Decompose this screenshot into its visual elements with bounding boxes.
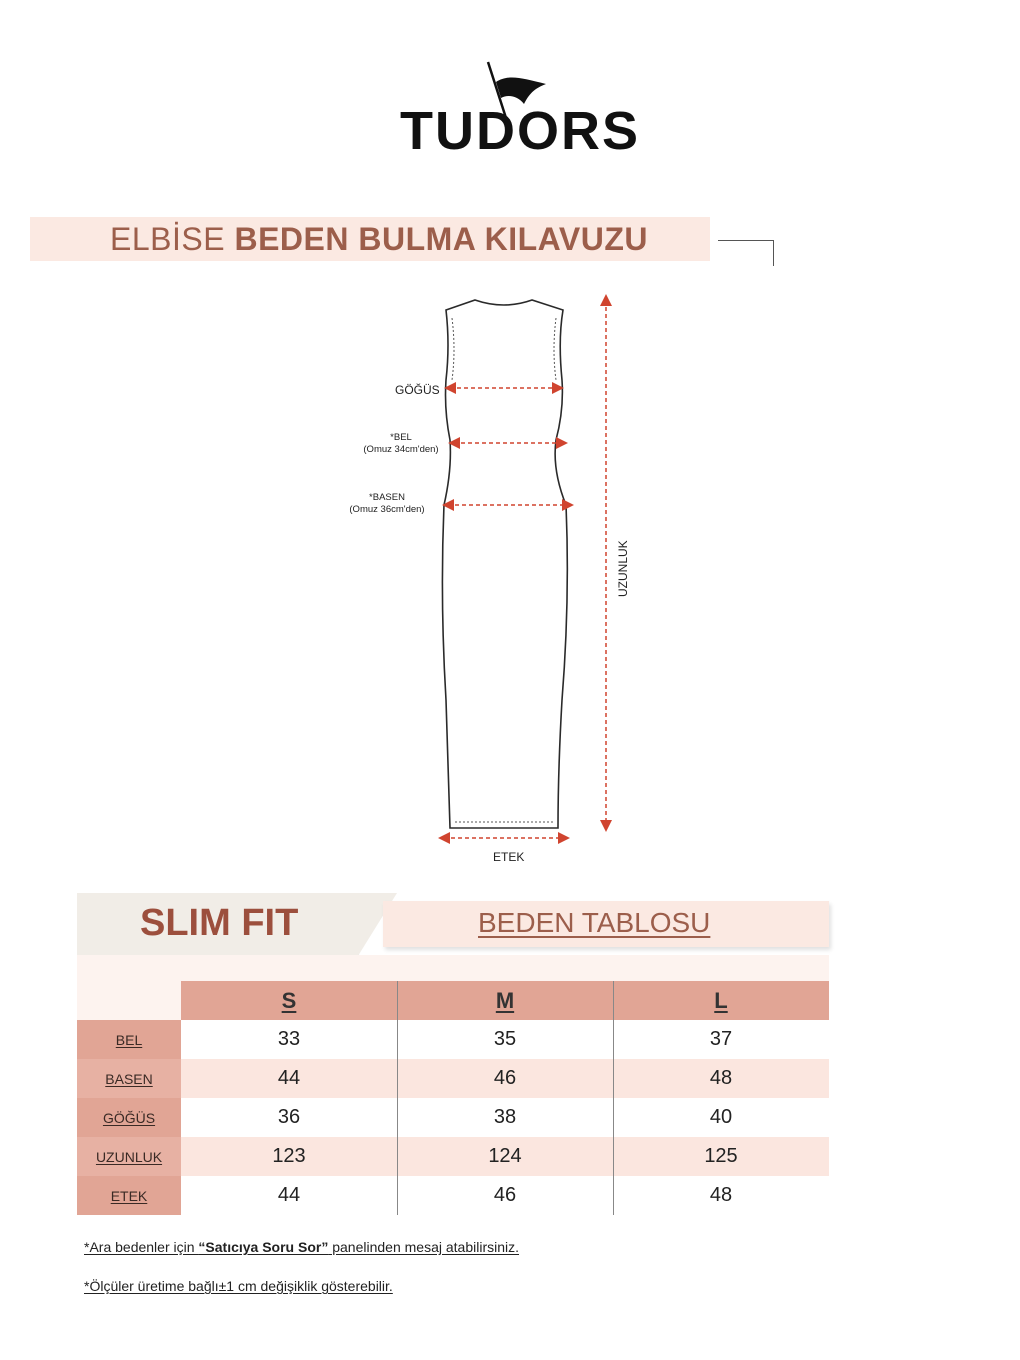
note-tolerance: *Ölçüler üretime bağlı±1 cm değişiklik gösterebilir. bbox=[84, 1278, 393, 1294]
row-label-basen: BASEN bbox=[77, 1059, 181, 1098]
table-cell: 35 bbox=[493, 1028, 517, 1050]
bel-label-line2: (Omuz 34cm'den) bbox=[363, 444, 439, 455]
table-corner-cell bbox=[77, 981, 181, 1020]
column-divider bbox=[613, 981, 614, 1215]
row-label-etek: ETEK bbox=[77, 1176, 181, 1215]
table-row bbox=[77, 1020, 829, 1059]
table-cell: 38 bbox=[493, 1106, 517, 1128]
bel-label bbox=[356, 432, 446, 456]
table-cell: 44 bbox=[277, 1184, 301, 1206]
table-title: BEDEN TABLOSU bbox=[478, 907, 711, 938]
table-row bbox=[77, 1059, 829, 1098]
table-cell: 48 bbox=[709, 1067, 733, 1089]
note1-post: panelinden mesaj atabilirsiniz. bbox=[328, 1239, 520, 1255]
table-cell: 40 bbox=[709, 1106, 733, 1128]
table-cell: 48 bbox=[709, 1184, 733, 1206]
row-label-uzunluk: UZUNLUK bbox=[77, 1137, 181, 1176]
table-cell: 36 bbox=[277, 1106, 301, 1128]
gogus-label: GÖĞÜS bbox=[395, 383, 440, 397]
table-row bbox=[77, 1137, 829, 1176]
table-cell: 33 bbox=[277, 1028, 301, 1050]
table-row bbox=[77, 1176, 829, 1215]
table-cell: 124 bbox=[488, 1145, 522, 1167]
title-bold: BEDEN BULMA KILAVUZU bbox=[234, 221, 648, 257]
dress-outline bbox=[442, 300, 567, 828]
table-cell: 125 bbox=[704, 1145, 738, 1167]
row-label-gogus: GÖĞÜS bbox=[77, 1098, 181, 1137]
table-cell: 46 bbox=[493, 1067, 517, 1089]
size-header-l: L bbox=[613, 981, 829, 1020]
title-light: ELBİSE bbox=[110, 221, 235, 257]
basen-label bbox=[342, 492, 432, 516]
row-label-bel: BEL bbox=[77, 1020, 181, 1059]
column-divider bbox=[397, 981, 398, 1215]
page-title bbox=[110, 221, 648, 258]
brand-wordmark: TUDORS bbox=[400, 101, 640, 161]
size-header-m: M bbox=[397, 981, 613, 1020]
note1-pre: *Ara bedenler için bbox=[84, 1239, 199, 1255]
basen-label-line1: *BASEN bbox=[369, 492, 405, 503]
table-cell: 44 bbox=[277, 1067, 301, 1089]
brand-logo bbox=[400, 60, 640, 161]
bel-label-line1: *BEL bbox=[390, 432, 412, 443]
title-decor-line bbox=[718, 240, 774, 266]
table-cell: 46 bbox=[493, 1184, 517, 1206]
size-header-s: S bbox=[181, 981, 397, 1020]
fit-label: SLIM FIT bbox=[140, 902, 299, 944]
table-top-band bbox=[77, 955, 829, 981]
uzunluk-label: UZUNLUK bbox=[616, 540, 630, 597]
note1-bold: “Satıcıya Soru Sor” bbox=[198, 1239, 329, 1255]
table-cell: 37 bbox=[709, 1028, 733, 1050]
table-cell: 123 bbox=[272, 1145, 306, 1167]
basen-label-line2: (Omuz 36cm'den) bbox=[349, 504, 425, 515]
note-intermediate-sizes bbox=[84, 1239, 519, 1255]
table-row bbox=[77, 1098, 829, 1137]
etek-label: ETEK bbox=[493, 850, 525, 864]
